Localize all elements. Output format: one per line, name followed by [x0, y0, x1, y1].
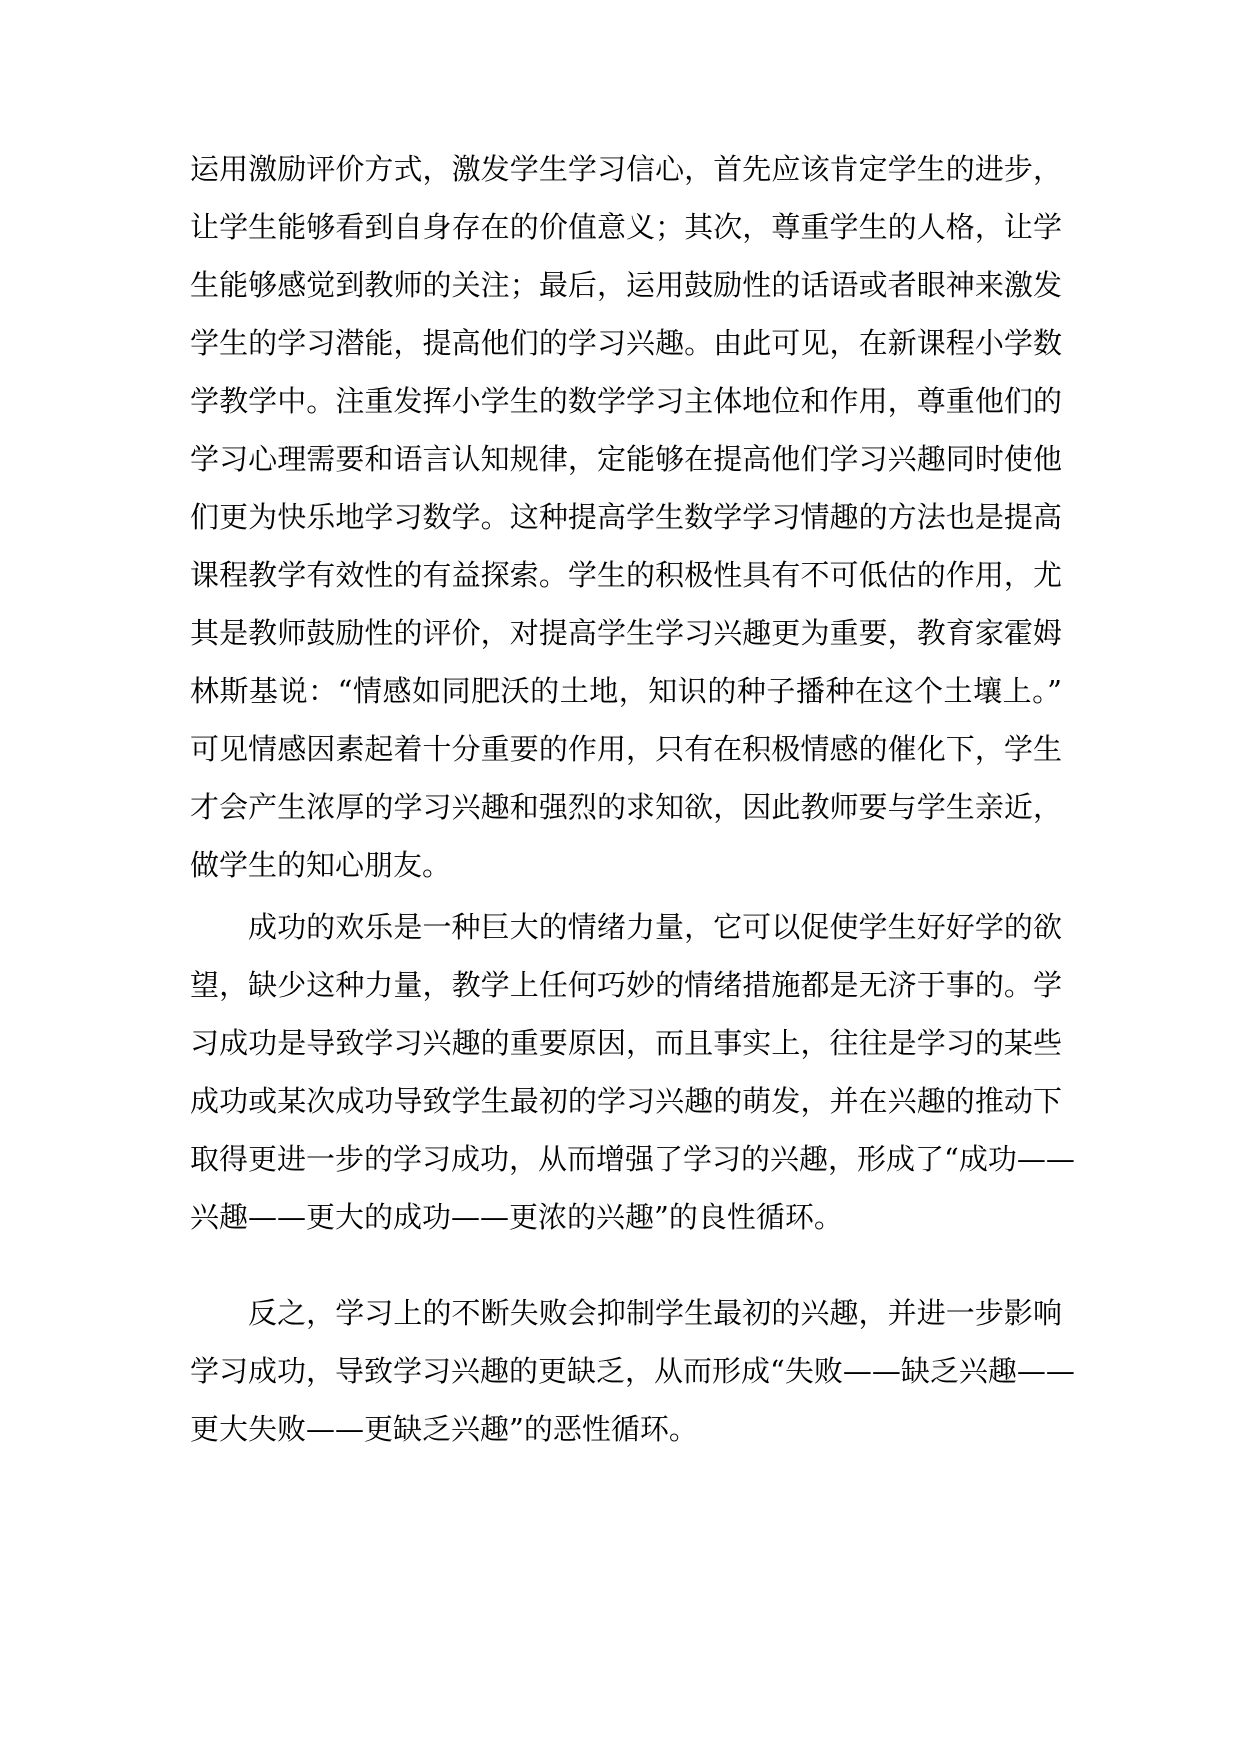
paragraph-1-line-1: 运用激励评价方式，激发学生学习信心，首先应该肯定学生的进步，	[190, 152, 1062, 186]
paragraph-1-line-10: 林斯基说：“情感如同肥沃的土地，知识的种子播种在这个土壤上。”	[190, 674, 1062, 708]
paragraph-1-line-3: 生能够感觉到教师的关注；最后，运用鼓励性的话语或者眼神来激发	[190, 268, 1062, 302]
paragraph-1-line-6: 学习心理需要和语言认知规律，定能够在提高他们学习兴趣同时使他	[190, 442, 1062, 476]
paragraph-3-line-1: 反之，学习上的不断失败会抑制学生最初的兴趣，并进一步影响	[248, 1296, 1062, 1330]
paragraph-1-line-4: 学生的学习潜能，提高他们的学习兴趣。由此可见，在新课程小学数	[190, 326, 1062, 360]
paragraph-2-line-3: 习成功是导致学习兴趣的重要原因，而且事实上，往往是学习的某些	[190, 1026, 1062, 1060]
paragraph-1-line-12: 才会产生浓厚的学习兴趣和强烈的求知欲，因此教师要与学生亲近，	[190, 790, 1062, 824]
paragraph-1-line-11: 可见情感因素起着十分重要的作用，只有在积极情感的催化下，学生	[190, 732, 1062, 766]
paragraph-2-line-6: 兴趣——更大的成功——更浓的兴趣”的良性循环。	[190, 1200, 843, 1234]
paragraph-1-line-2: 让学生能够看到自身存在的价值意义；其次，尊重学生的人格，让学	[190, 210, 1062, 244]
paragraph-2-line-5: 取得更进一步的学习成功，从而增强了学习的兴趣，形成了“成功——	[190, 1142, 1075, 1176]
paragraph-1-line-9: 其是教师鼓励性的评价，对提高学生学习兴趣更为重要，教育家霍姆	[190, 616, 1062, 650]
paragraph-2-line-1: 成功的欢乐是一种巨大的情绪力量，它可以促使学生好好学的欲	[248, 910, 1062, 944]
paragraph-3-line-3: 更大失败——更缺乏兴趣”的恶性循环。	[190, 1412, 698, 1446]
paragraph-1-line-8: 课程教学有效性的有益探索。学生的积极性具有不可低估的作用，尤	[190, 558, 1062, 592]
paragraph-2-line-2: 望，缺少这种力量，教学上任何巧妙的情绪措施都是无济于事的。学	[190, 968, 1062, 1002]
paragraph-1-line-5: 学教学中。注重发挥小学生的数学学习主体地位和作用，尊重他们的	[190, 384, 1062, 418]
paragraph-2-line-4: 成功或某次成功导致学生最初的学习兴趣的萌发，并在兴趣的推动下	[190, 1084, 1062, 1118]
paragraph-1-line-7: 们更为快乐地学习数学。这种提高学生数学学习情趣的方法也是提高	[190, 500, 1062, 534]
paragraph-3-line-2: 学习成功，导致学习兴趣的更缺乏，从而形成“失败——缺乏兴趣——	[190, 1354, 1075, 1388]
paragraph-1-line-13: 做学生的知心朋友。	[190, 848, 452, 882]
